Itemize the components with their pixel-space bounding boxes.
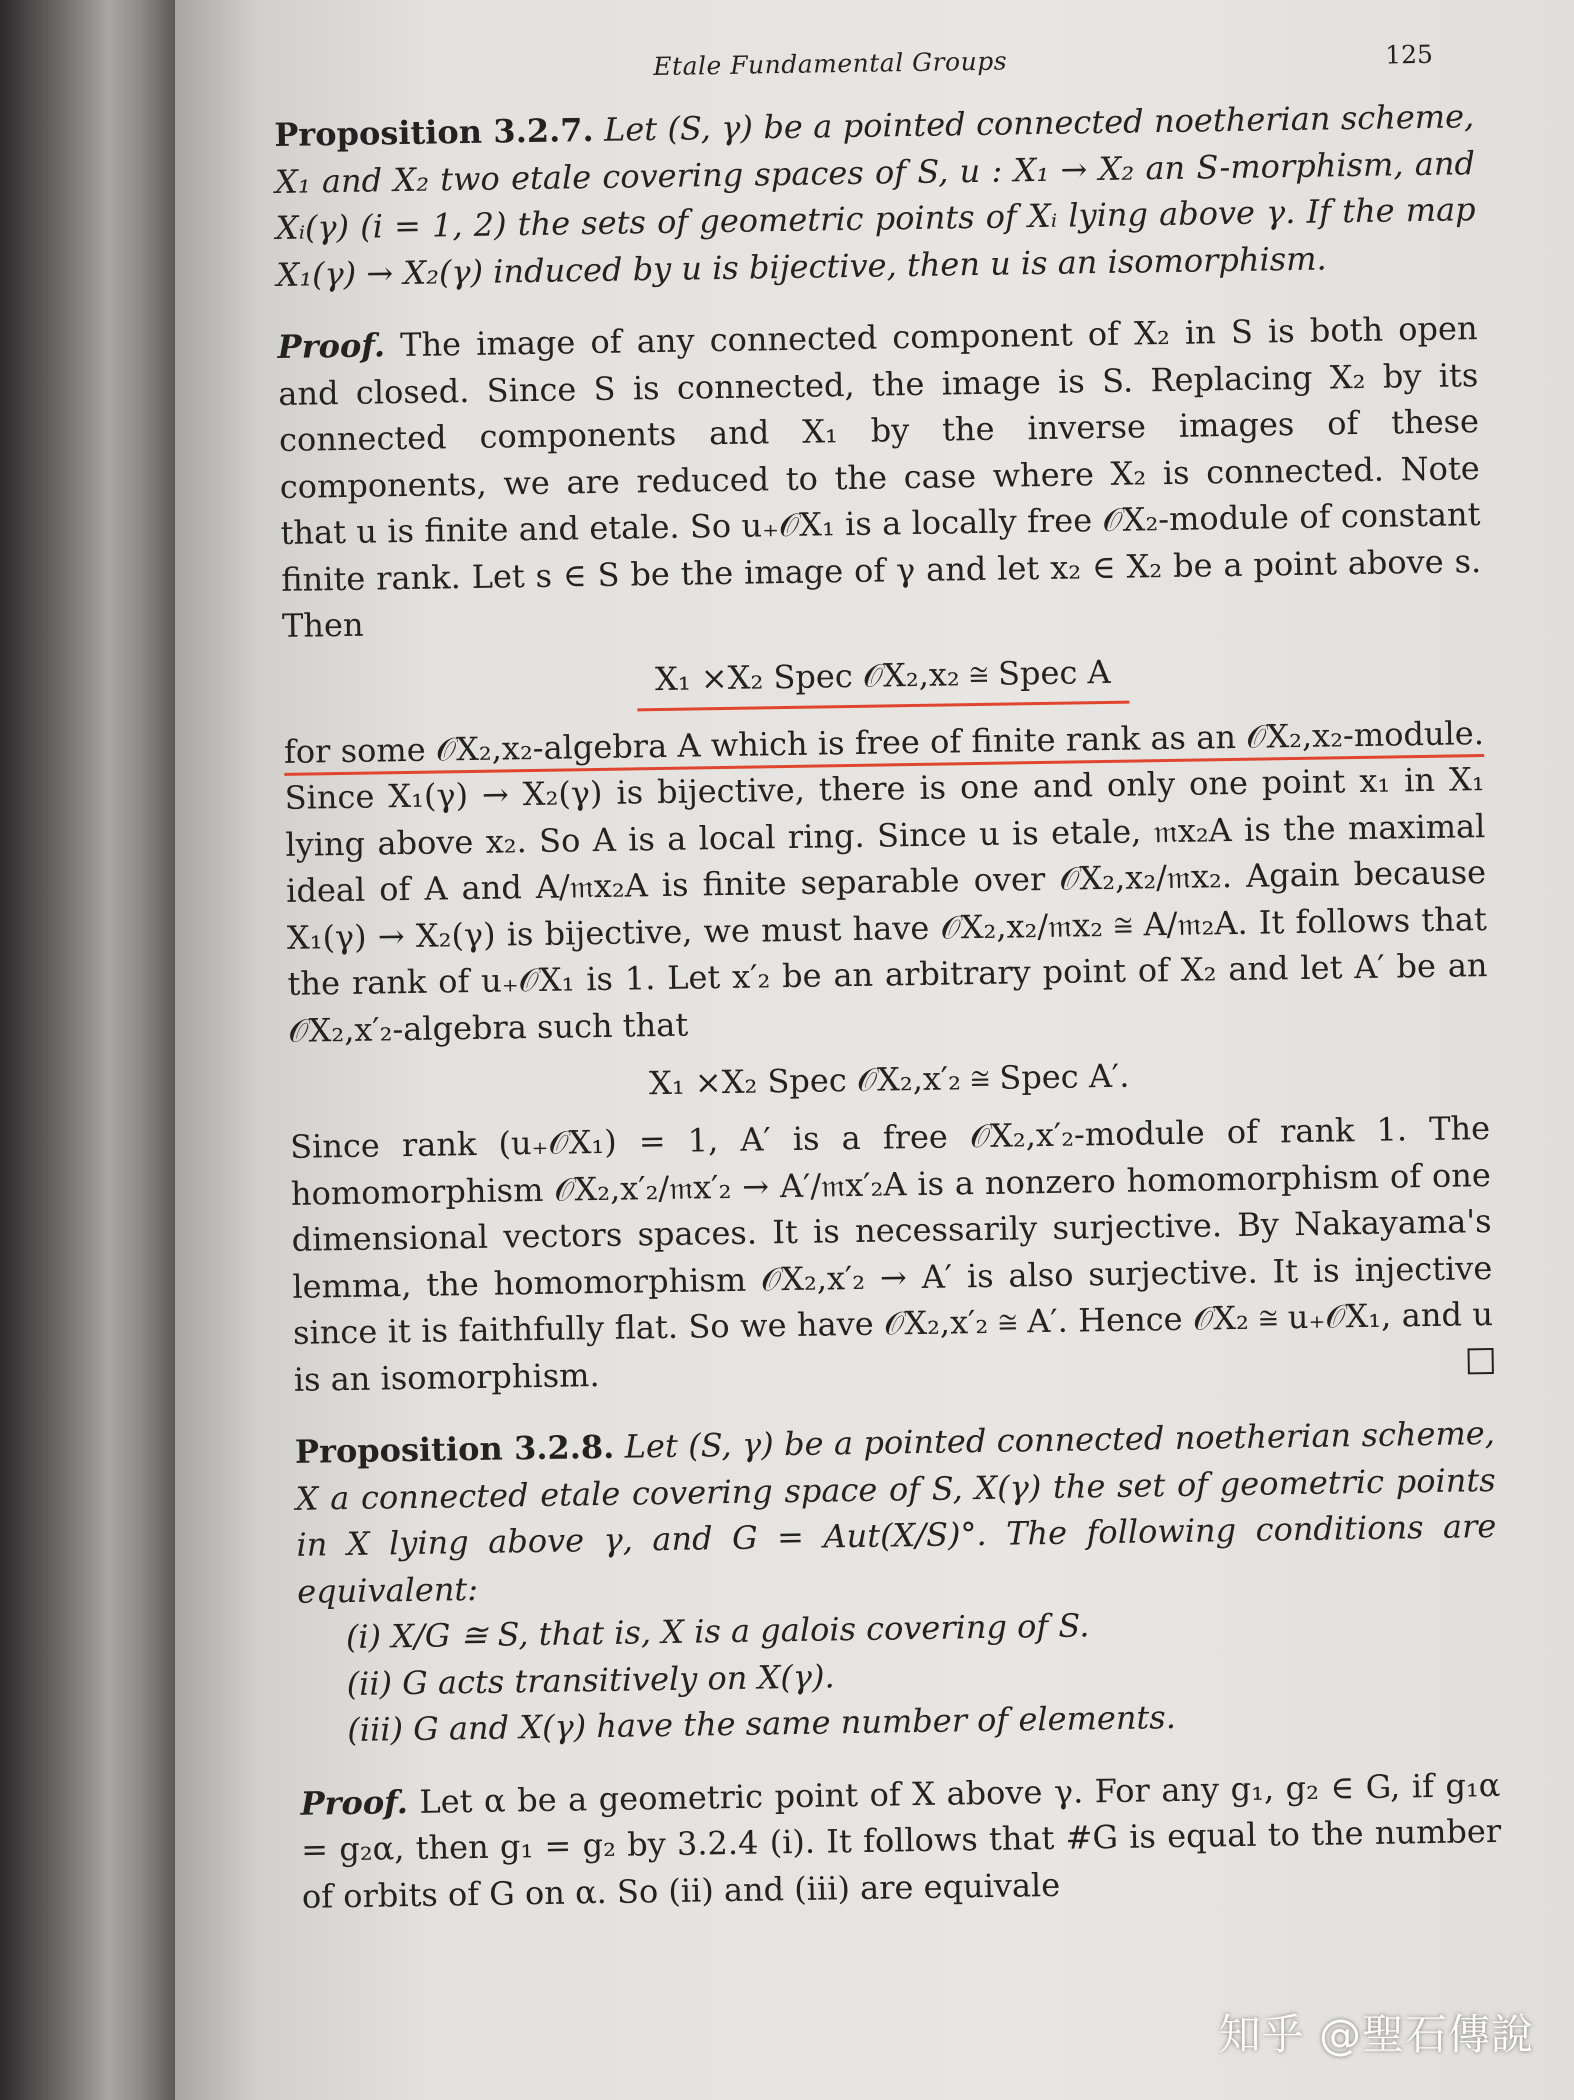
page-number: 125 [1384,39,1434,70]
zhihu-watermark: 知乎 @聖石傳說 [1218,2010,1534,2059]
proof-text: The image of any connected component of X₂ in S is both open and closed. Since S is connected, the image is S. Replacing X₂ by its connected components and X₁ by the inverse images of these components, we are reduced to the case where X₂ is connected. Note that u is finite and etale. So u₊𝒪X₁ is a locally free 𝒪X₂-module of constant finite rank. Let s ∈ S be the image of γ and let x₂ ∈ X₂ be a point above s. Then [278,309,1482,645]
proof-label-2: Proof. [300,1782,409,1823]
running-title: Etale Fundamental Groups [653,46,1008,82]
book-page [175,0,1574,2100]
condition-item: (ii) G acts transitively on X(γ). [346,1656,835,1703]
condition-list [298,1596,1500,1754]
proof-paragraph-3 [290,1105,1494,1403]
proposition-3-2-7 [274,93,1477,298]
page-content [273,33,1502,1920]
proposition-3-2-8 [295,1410,1498,1615]
underlined-sentence: for some 𝒪X₂,x₂-algebra A which is free of finite rank as an 𝒪X₂,x₂-module. [283,713,1485,771]
proposition-label: Proposition 3.2.7. [274,110,594,154]
book-spine-shadow [0,0,175,2100]
proof-label: Proof. [277,326,386,366]
equation-text: X₁ ×X₂ Spec 𝒪X₂,x′₂ ≅ Spec A′. [648,1056,1130,1103]
proof-text-2: Let α be a geometric point of X above γ. For any g₁, g₂ ∈ G, if g₁α = g₂α, then g₁ = g₂ by 3.2.4 (i). It follows that #G is equal to the number of orbits of G on α. So (ii) and (iii) are equivale [300,1765,1502,1916]
proposition-text-2: Let (S, γ) be a pointed connected noetherian scheme, X a connected etale covering space of S, X(γ) the set of geometric points in X lying above γ, and G = Aut(X/S)°. The following conditions are equivalent: [295,1413,1497,1611]
proof-text-final: Since rank (u₊𝒪X₁) = 1, A′ is a free 𝒪X₂,x′₂-module of rank 1. The homomorphism 𝒪X₂,x′₂/𝔪x′₂ → A′/𝔪x′₂A is a nonzero homomorphism of one dimensional vectors spaces. It is necessarily surjective. By Nakayama's lemma, the homomorphism 𝒪X₂,x′₂ → A′ is also surjective. It is injective since it is faithfully flat. So we have 𝒪X₂,x′₂ ≅ A′. Hence 𝒪X₂ ≅ u₊𝒪X₁, and u is an isomorphism. [289,1109,1494,1399]
proof-paragraph-2 [284,710,1489,1054]
qed-box-icon [1468,1347,1494,1373]
proof-text-continued: Since X₁(γ) → X₂(γ) is bijective, there is one and only one point x₁ in X₁ lying above x₂. So A is a local ring. Since u is etale, 𝔪x₂A is the maximal ideal of A and A/𝔪x₂A is finite separable over 𝒪X₂,x₂/𝔪x₂. Again because X₁(γ) → X₂(γ) is bijective, we must have 𝒪X₂,x₂/𝔪x₂ ≅ A/𝔪₂A. It follows that the rank of u₊𝒪X₁ is 1. Let x′₂ be an arbitrary point of X₂ and let A′ be an 𝒪X₂,x′₂-algebra such that [284,760,1488,1050]
condition-item: (i) X/G ≅ S, that is, X is a galois covering of S. [345,1606,1090,1657]
proof-paragraph-4 [300,1761,1502,1919]
proposition-text: Let (S, γ) be a pointed connected noetherian scheme, X₁ and X₂ two etale covering spaces of S, u : X₁ → X₂ an S-morphism, and Xᵢ(γ) (i = 1, 2) the sets of geometric points of Xᵢ lying above γ. If the map X₁(γ) → X₂(γ) induced by u is bijective, then u is an isomorphism. [274,97,1476,294]
proof-paragraph-1 [277,305,1482,649]
display-equation-1 [283,643,1484,717]
condition-item: (iii) G and X(γ) have the same number of elements. [347,1698,1177,1750]
underlined-equation: X₁ ×X₂ Spec 𝒪X₂,x₂ ≅ Spec A [637,648,1129,711]
display-equation-2 [289,1047,1490,1112]
proposition-label-2: Proposition 3.2.8. [294,1427,615,1471]
